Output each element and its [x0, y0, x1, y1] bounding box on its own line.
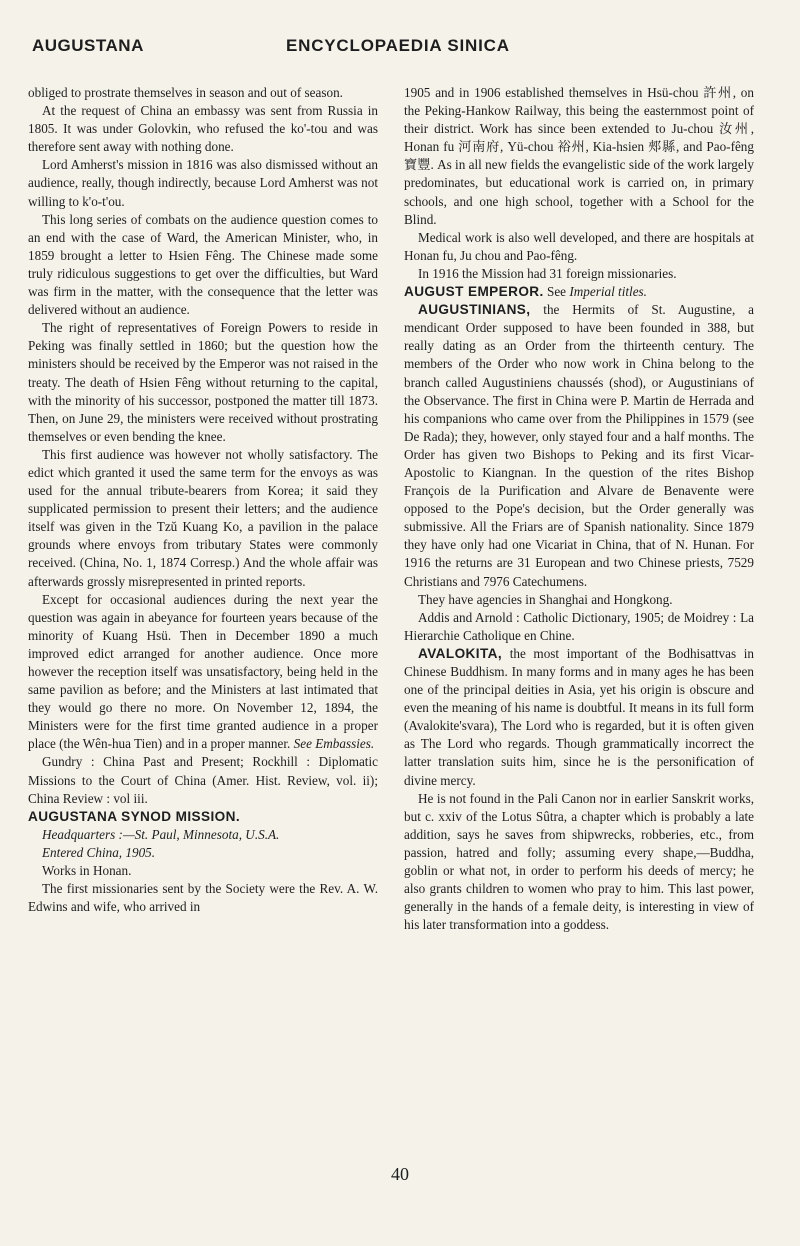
paragraph	[28, 591, 378, 754]
page-number: 40	[391, 1164, 409, 1184]
paragraph: This first audience was however not wholly satisfactory. The edict which granted it used the same term for the envoys as was used for the annual tribute-bearers from Korea; it said they supplicated permission to present their letters; and the audience itself was given in the Tzŭ Kuang Ko, a pavilion in the palace grounds where envoys from tributary States were commonly received. (China, No. 1, 1874 Corresp.) And the whole affair was afterwards grossly misrepresented in printed reports.	[28, 446, 378, 589]
paragraph: They have agencies in Shanghai and Hongkong.	[418, 591, 673, 607]
see-label: See	[546, 284, 567, 300]
right-column	[404, 84, 754, 934]
paragraph: In 1916 the Mission had 31 foreign missionaries.	[418, 265, 677, 281]
references: Gundry : China Past and Present; Rockhill : Diplomatic Missions to the Court of China (Amer. Hist. Review, vol. ii); China Review : vol iii.	[28, 754, 378, 806]
paragraph: Medical work is also well developed, and there are hospitals at Honan fu, Ju chou and Pao-fêng.	[404, 229, 754, 263]
entry-title: AUGUSTANA SYNOD MISSION.	[28, 808, 241, 824]
paragraph: The right of representatives of Foreign Powers to reside in Peking was finally settled in 1860; but the question how the ministers should be received by the Emperor was not raised in the treaty. The death of Hsien Fêng without returning to the capital, with the minority of his successor, postponed the matter till 1873. Then, on June 29, the ministers were received without prostrating themselves or even bending the knee.	[28, 320, 378, 444]
left-column	[28, 84, 378, 916]
entry-text: the Hermits of St. Augustine, a mendicant Order supposed to have been founded in 388, but really dating as an Order from the thirteenth century. The members of the Order who now work in China belong to the branch called Augustiniens chaussés (shod), or Augustinians of the Observance. The first in China were P. Martin de Herrada and his companions who came over from the Philippines in 1579 (see De Rada); they, however, only stayed four and a half months. The Order has given two Bishops to Peking and its first Vicar-Apostolic to Kiangnan. In the question of the rites Bishop François de la Purification and Alvare de Benavente were opposed to the Pope's decision, but the Order generally was submissive. All the Friars are of Spanish nationality. Since 1879 they have only had one Vicariat in China, that of N. Hunan. For 1916 the returns are 31 European and two Chinese priests, 7529 Christians and 7976 Catechumens.	[404, 302, 755, 589]
synod-works: Works in Honan.	[42, 863, 132, 879]
running-header	[32, 36, 762, 66]
synod-headquarters: Headquarters :—St. Paul, Minnesota, U.S.A.	[42, 826, 280, 842]
header-title: ENCYCLOPAEDIA SINICA	[286, 36, 510, 55]
paragraph: The first missionaries sent by the Society were the Rev. A. W. Edwins and wife, who arrived in	[28, 881, 378, 915]
header-keyword: AUGUSTANA	[32, 36, 144, 55]
cross-reference: See Embassies.	[293, 736, 375, 752]
paragraph: obliged to prostrate themselves in season and out of season.	[28, 85, 343, 100]
paragraph: At the request of China an embassy was sent from Russia in 1805. It was under Golovkin, who refused the ko'-tou and was therefore sent away with nothing done.	[28, 103, 378, 155]
paragraph: He is not found in the Pali Canon nor in earlier Sanskrit works, but c. xxiv of the Lotus Sûtra, a chapter which is probably a late addition, says he saves from shipwrecks, robberies, etc., from passion, hatred and folly; assuming every shape,—Buddha, goblin or what not, in order to perform his deeds of mercy; he also grants children to women who pray to him. This last power, generally in the hands of a female deity, is interesting in view of his later transformation into a goddess.	[404, 790, 754, 933]
entry-text: the most important of the Bodhisattvas in Chinese Buddhism. In many forms and in many ages he has been one of the principal deities in Asia, yet his origin is obscure and even the meaning of his name is doubtful. It means in its full form (Avalokite'svara), The Lord who is regarded, but it is often given as The Lord who regards. Though grammatically incorrect the latter translation suits him, since he is the personification of divine mercy.	[404, 645, 754, 788]
cross-reference: Imperial titles.	[569, 284, 647, 300]
synod-entered: Entered China, 1905.	[42, 844, 156, 860]
entry-august-emperor	[404, 283, 754, 301]
paragraph: This long series of combats on the audience question comes to an end with the case of Ward, the American Minister, who, in 1859 brought a letter to Hsien Fêng. The Chinese made some truly ridiculous suggestions to get over the difficulties, but Ward was firm in the matter, with the consequence that the letter was delivered without an audience.	[28, 211, 378, 318]
paragraph: Lord Amherst's mission in 1816 was also dismissed without an audience, really, though indirectly, because Lord Amherst was not willing to k'o-t'ou.	[28, 157, 378, 209]
entry-heading-synod	[28, 808, 378, 826]
references: Addis and Arnold : Catholic Dictionary, 1905; de Moidrey : La Hierarchie Catholique en Chine.	[404, 609, 754, 643]
entry-title: AUGUST EMPEROR.	[404, 284, 544, 300]
entry-title: AUGUSTINIANS,	[418, 302, 531, 318]
paragraph: 1905 and in 1906 established themselves in Hsü-chou 許州, on the Peking-Hankow Railway, this being the easternmost point of their district. Work has since been extended to Ju-chou 汝州, Honan fu 河南府, Yü-chou 裕州, Kia-hsien 郟縣, and Pao-fêng 寶豐. As in all new fields the evangelistic side of the work largely predominates, but educational work is carried on, in primary schools, and one high school, together with a School for the Blind.	[404, 85, 754, 227]
paragraph-text: Except for occasional audiences during the next year the question was again in abeyance for fourteen years because of the minority of Kuang Hsü. Then in December 1890 a much improved edict arranged for another audience. Once more however the reception itself was unsatisfactory, being held in the same pavilion as before; and the Ministers at last intimated that they would go there no more. On November 12, 1894, the Ministers were for the first time granted audience in a proper place (the Wên-hua Tien) and in a proper manner.	[28, 591, 378, 752]
entry-augustinians	[404, 301, 754, 591]
entry-avalokita	[404, 645, 754, 790]
entry-title: AVALOKITA,	[418, 645, 503, 661]
